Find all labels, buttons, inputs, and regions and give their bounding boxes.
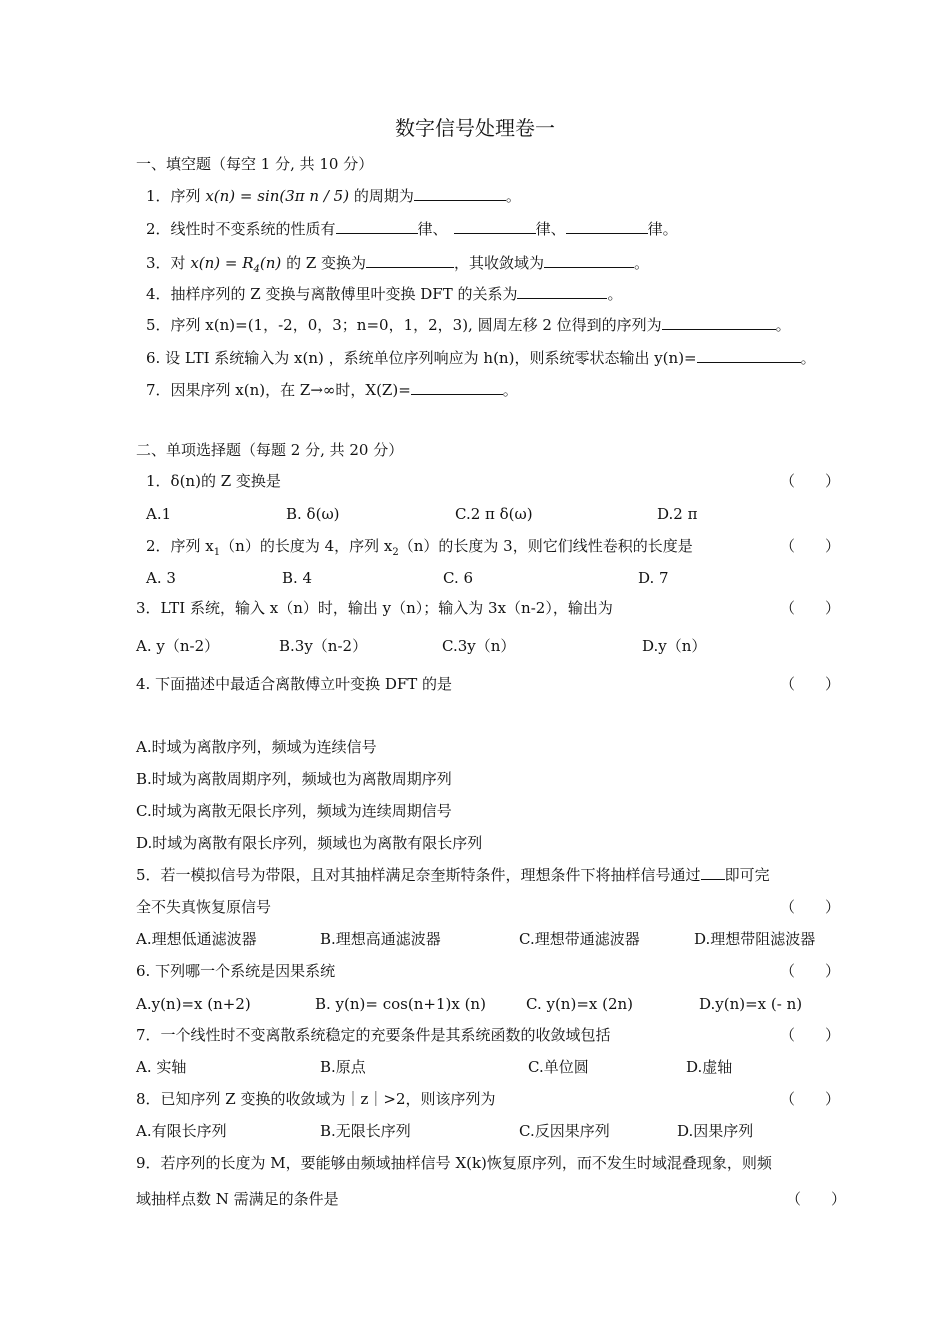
option-a[interactable]: A. 实轴 [136,1058,187,1076]
section2-heading: 二、单项选择题（每题 2 分, 共 20 分） [136,441,404,459]
answer-blank[interactable] [662,315,776,330]
fill-question-3: 3．对 $x(n) = R_4(n)$ 的 Z 变换为 ，其收敛域为 。 [146,254,650,275]
option-a[interactable]: A.时域为离散序列，频域为连续信号 [136,738,377,756]
option-c[interactable]: C.反因果序列 [519,1122,610,1140]
answer-paren[interactable]: （ ） [780,537,841,555]
option-c[interactable]: C.单位圆 [528,1058,589,1076]
answer-blank[interactable] [454,219,536,234]
option-b[interactable]: B.无限长序列 [320,1122,411,1140]
option-a[interactable]: A.理想低通滤波器 [136,930,257,948]
option-c[interactable]: C. 6 [443,569,474,587]
answer-blank[interactable] [411,380,503,395]
answer-paren[interactable]: （ ） [780,962,841,980]
choice-question-1-stem: 1．δ(n)的 Z 变换是 [146,472,281,490]
option-a[interactable]: A.有限长序列 [136,1122,227,1140]
option-a[interactable]: A. y（n-2） [136,637,220,655]
answer-blank[interactable] [414,186,506,201]
fill-question-7: 7．因果序列 x(n)，在 Z→∞时，X(Z)= 。 [146,381,518,399]
answer-blank[interactable] [517,284,607,299]
option-a[interactable]: A.y(n)=x (n+2) [136,995,251,1013]
option-a[interactable]: A.1 [146,505,172,523]
answer-paren[interactable]: （ ） [780,675,841,693]
answer-paren[interactable]: （ ） [780,1090,841,1108]
answer-blank[interactable] [544,253,634,268]
choice-question-3-stem: 3．LTI 系统，输入 x（n）时，输出 y（n）；输入为 3x（n-2），输出为 [136,599,613,617]
option-d[interactable]: D.虚轴 [686,1058,733,1076]
option-c[interactable]: C.时域为离散无限长序列，频域为连续周期信号 [136,802,452,820]
option-b[interactable]: B. 4 [282,569,313,587]
answer-paren[interactable]: （ ） [780,472,841,490]
option-b[interactable]: B.3y（n-2） [279,637,368,655]
option-c[interactable]: C. y(n)=x (2n) [526,995,634,1013]
option-d[interactable]: D.时域为离散有限长序列，频域也为离散有限长序列 [136,834,483,852]
answer-blank[interactable] [701,865,725,880]
fill-question-2: 2．线性时不变系统的性质有 律、 律、 律。 [146,220,678,238]
answer-paren[interactable]: （ ） [780,898,841,916]
answer-paren[interactable]: （ ） [786,1190,847,1208]
option-c[interactable]: C.理想带通滤波器 [519,930,640,948]
answer-blank[interactable] [366,253,454,268]
option-d[interactable]: D. 7 [638,569,669,587]
option-b[interactable]: B.理想高通滤波器 [320,930,441,948]
formula: x(n) = sin(3π n / 5) [205,187,350,205]
choice-question-4-stem: 4. 下面描述中最适合离散傅立叶变换 DFT 的是 [136,675,453,693]
choice-question-9-stem: 9．若序列的长度为 M，要能够由频域抽样信号 X(k)恢复原序列，而不发生时域混叠现象，则频 [136,1154,772,1172]
option-c[interactable]: C.2 π δ(ω) [455,505,533,523]
option-d[interactable]: D.y(n)=x (- n) [699,995,803,1013]
page-title: 数字信号处理卷一 [395,116,555,140]
choice-question-8-stem: 8．已知序列 Z 变换的收敛域为｜z｜>2，则该序列为 [136,1090,496,1108]
option-b[interactable]: B. δ(ω) [286,505,340,523]
answer-blank[interactable] [566,219,648,234]
fill-question-4: 4．抽样序列的 Z 变换与离散傅里叶变换 DFT 的关系为 。 [146,285,623,303]
answer-paren[interactable]: （ ） [780,599,841,617]
choice-question-6-stem: 6. 下列哪一个系统是因果系统 [136,962,336,980]
answer-paren[interactable]: （ ） [780,1026,841,1044]
fill-question-1: 1．序列 x(n) = sin(3π n / 5) 的周期为 。 [146,187,521,205]
option-c[interactable]: C.3y（n） [442,637,516,655]
choice-question-7-stem: 7．一个线性时不变离散系统稳定的充要条件是其系统函数的收敛域包括 [136,1026,611,1044]
choice-question-5-stem-cont: 全不失真恢复原信号 [136,898,272,916]
option-d[interactable]: D.因果序列 [677,1122,754,1140]
choice-question-2-stem: 2．序列 $x_1(n)$的长度为 4，序列 $x_2(n)$的长度为 3，则它们线性卷积的长度是 [146,537,693,558]
option-b[interactable]: B.原点 [320,1058,366,1076]
option-d[interactable]: D.2 π [657,505,698,523]
section1-heading: 一、填空题（每空 1 分, 共 10 分） [136,155,374,173]
choice-question-5-stem: 5．若一模拟信号为带限，且对其抽样满足奈奎斯特条件，理想条件下将抽样信号通过 即可完 [136,866,770,884]
option-a[interactable]: A. 3 [146,569,176,587]
option-d[interactable]: D.理想带阻滤波器 [694,930,816,948]
fill-question-6: 6. 设 LTI 系统输入为 x(n) ，系统单位序列响应为 h(n)，则系统零状态输出 y(n)= 。 [146,349,816,367]
answer-blank[interactable] [336,219,418,234]
answer-blank[interactable] [697,348,801,363]
formula: $x(n) = R_4(n)$ [190,254,282,275]
fill-question-5: 5．序列 x(n)=(1，-2，0，3；n=0，1，2，3), 圆周左移 2 位得到的序列为 。 [146,316,791,334]
option-b[interactable]: B. y(n)= cos(n+1)x (n) [315,995,486,1013]
choice-question-9-stem-cont: 域抽样点数 N 需满足的条件是 [136,1190,339,1208]
option-b[interactable]: B.时域为离散周期序列，频域也为离散周期序列 [136,770,452,788]
option-d[interactable]: D.y（n） [642,637,707,655]
